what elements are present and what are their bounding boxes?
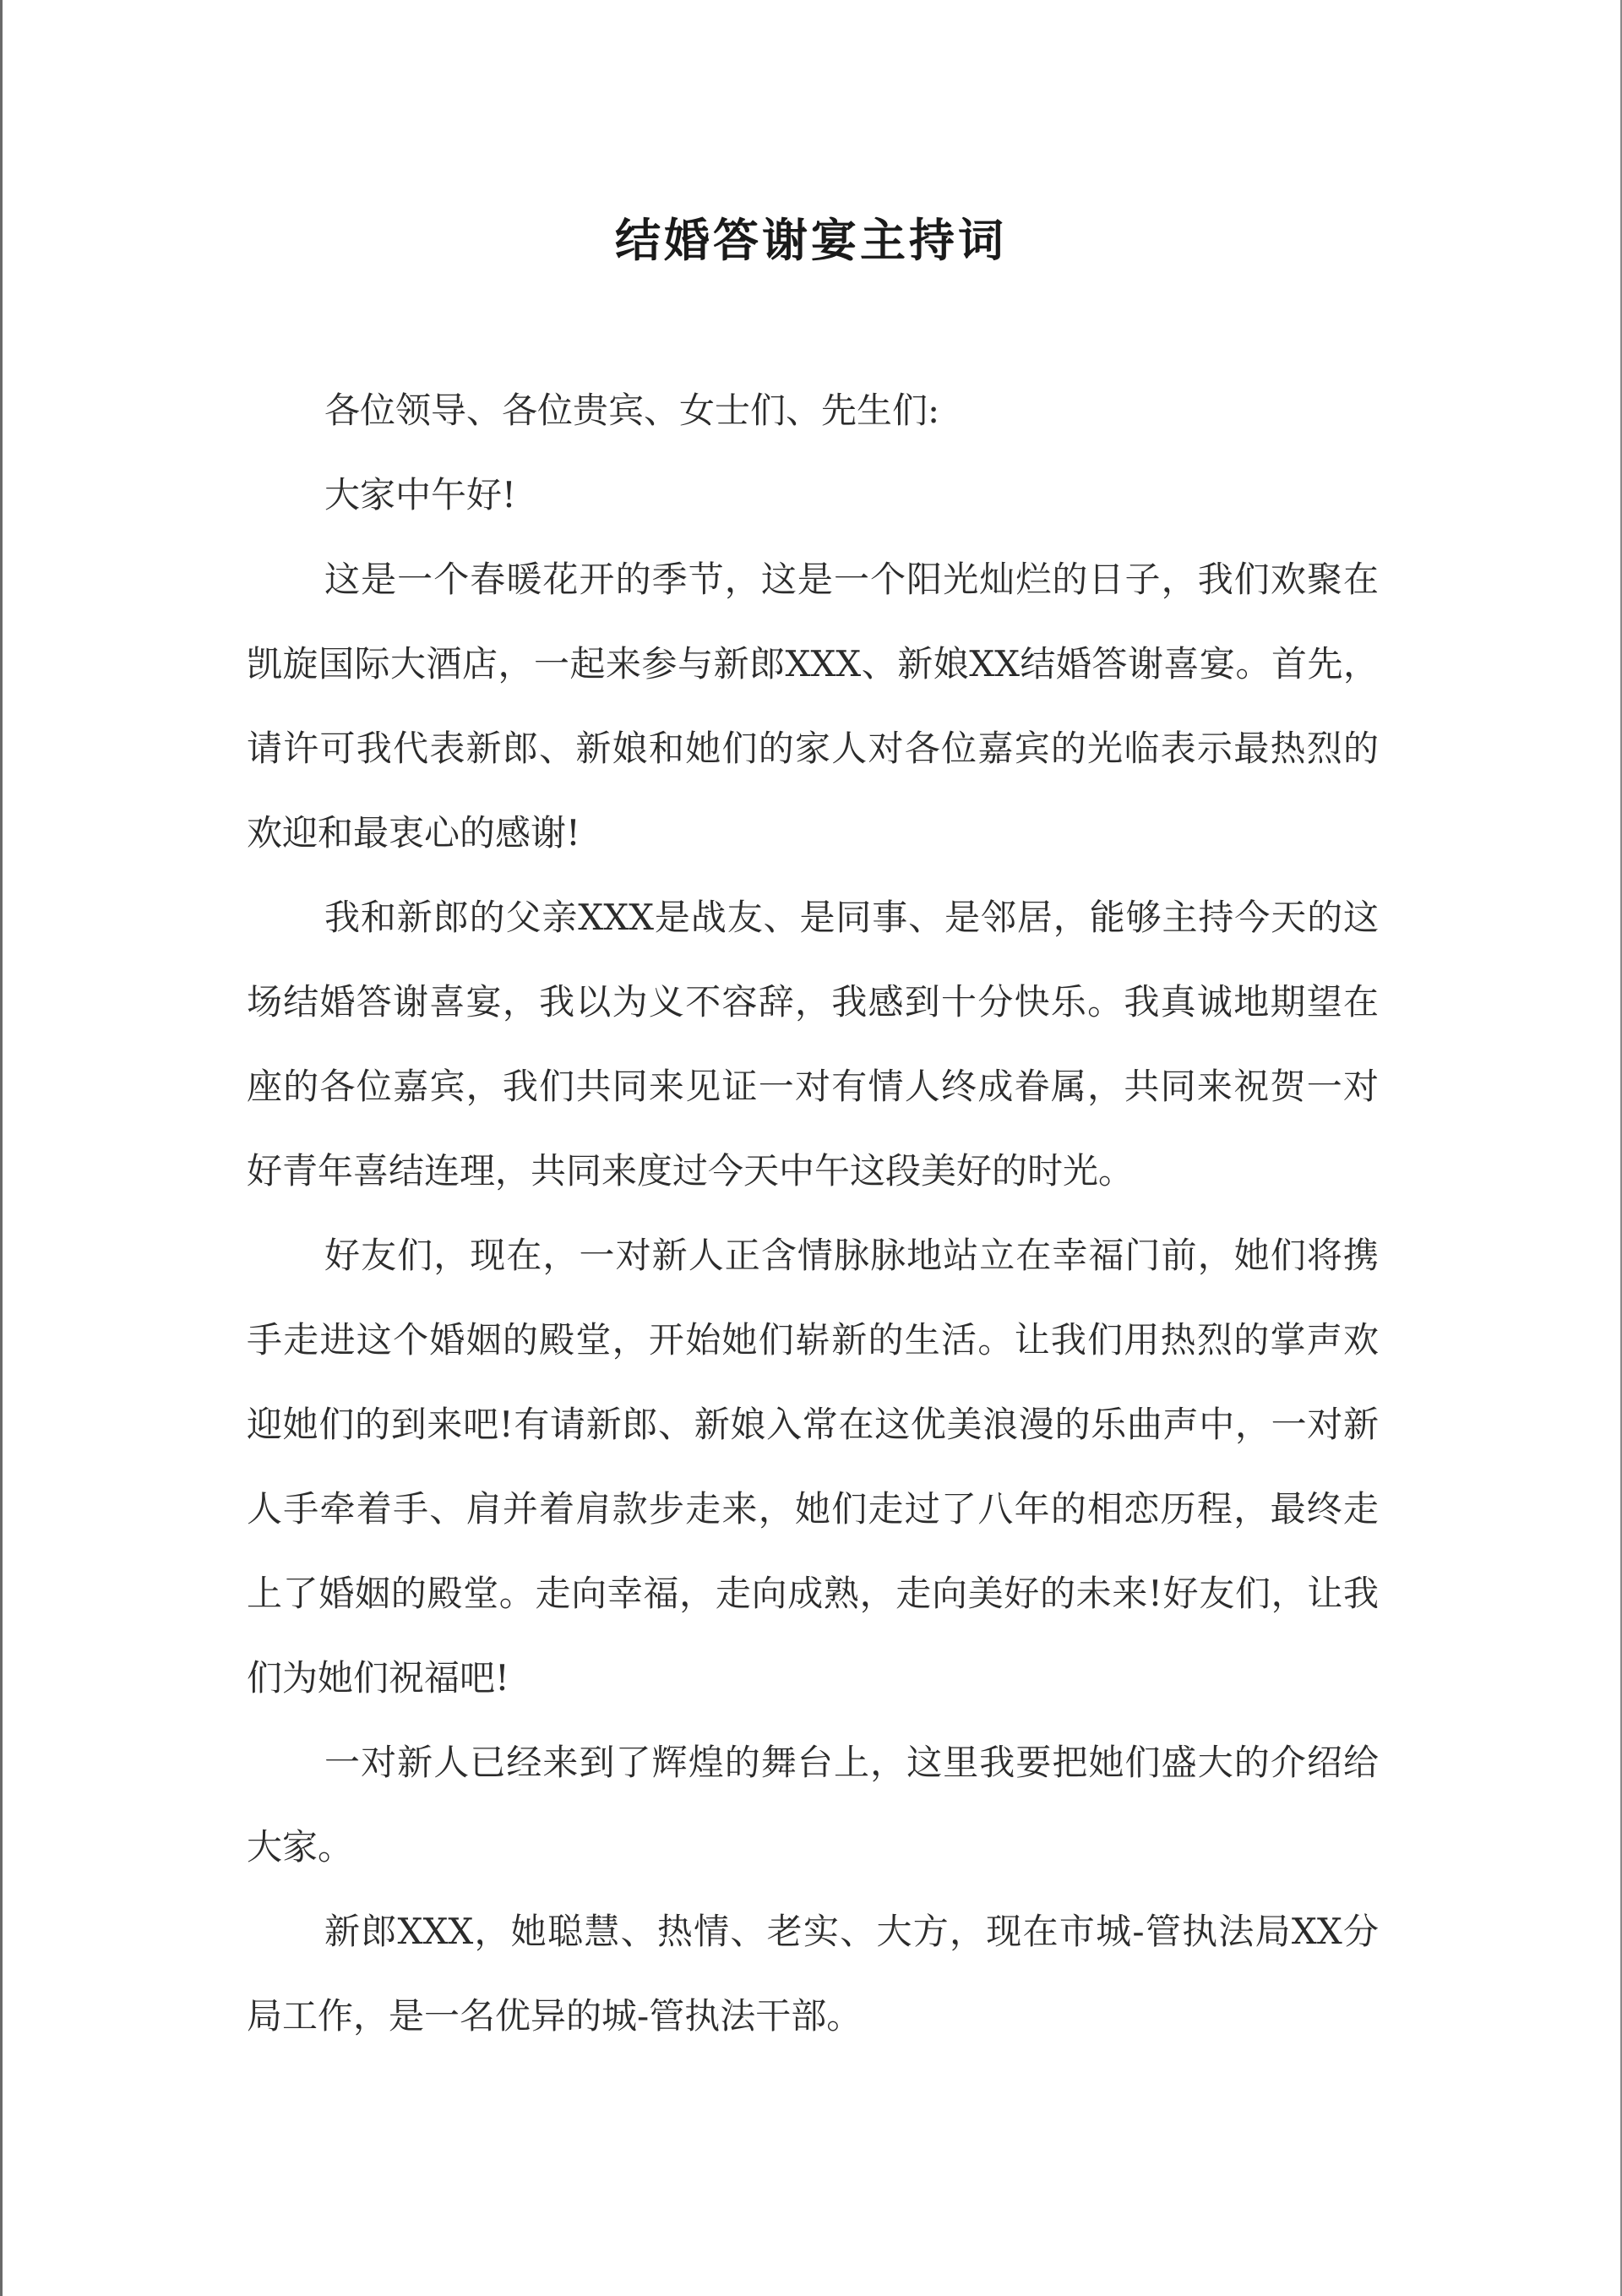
paragraph-introduction: 一对新人已经来到了辉煌的舞台上，这里我要把她们盛大的介绍给大家。 — [247, 1742, 1379, 1868]
document-title: 结婚答谢宴主持词 — [615, 213, 1007, 267]
page-border-left — [0, 0, 3, 2296]
paragraph-greeting: 大家中午好! — [324, 474, 516, 515]
paragraph-salutation: 各位领导、各位贵宾、女士们、先生们: — [324, 390, 940, 431]
paragraph-welcome: 这是一个春暖花开的季节，这是一个阳光灿烂的日子，我们欢聚在凯旋国际大酒店，一起来参与新郎XXX、新娘XX结婚答谢喜宴。首先，请许可我代表新郎、新娘和她们的家人对各位嘉宾的光临表示最热烈的欢迎和最衷心的感谢! — [247, 559, 1379, 854]
paragraph-host-intro: 我和新郎的父亲XXX是战友、是同事、是邻居，能够主持今天的这场结婚答谢喜宴，我以为义不容辞，我感到十分快乐。我真诚地期望在座的各位嘉宾，我们共同来见证一对有情人终成眷属，共同来祝贺一对好青年喜结连理，共同来度过今天中午这段美好的时光。 — [247, 897, 1379, 1192]
document-body — [247, 368, 1379, 2059]
paragraph-groom: 新郎XXX，她聪慧、热情、老实、大方，现在市城-管执法局XX分局工作，是一名优异的城-管执法干部。 — [247, 1911, 1379, 2037]
paragraph-entrance: 好友们，现在，一对新人正含情脉脉地站立在幸福门前，她们将携手走进这个婚姻的殿堂，开始她们崭新的生活。让我们用热烈的掌声欢迎她们的到来吧!有请新郎、新娘入常在这优美浪漫的乐曲声中，一对新人手牵着手、肩并着肩款步走来，她们走过了八年的相恋历程，最终走上了婚姻的殿堂。走向幸福，走向成熟，走向美好的未来!好友们，让我们为她们祝福吧! — [247, 1235, 1379, 1699]
